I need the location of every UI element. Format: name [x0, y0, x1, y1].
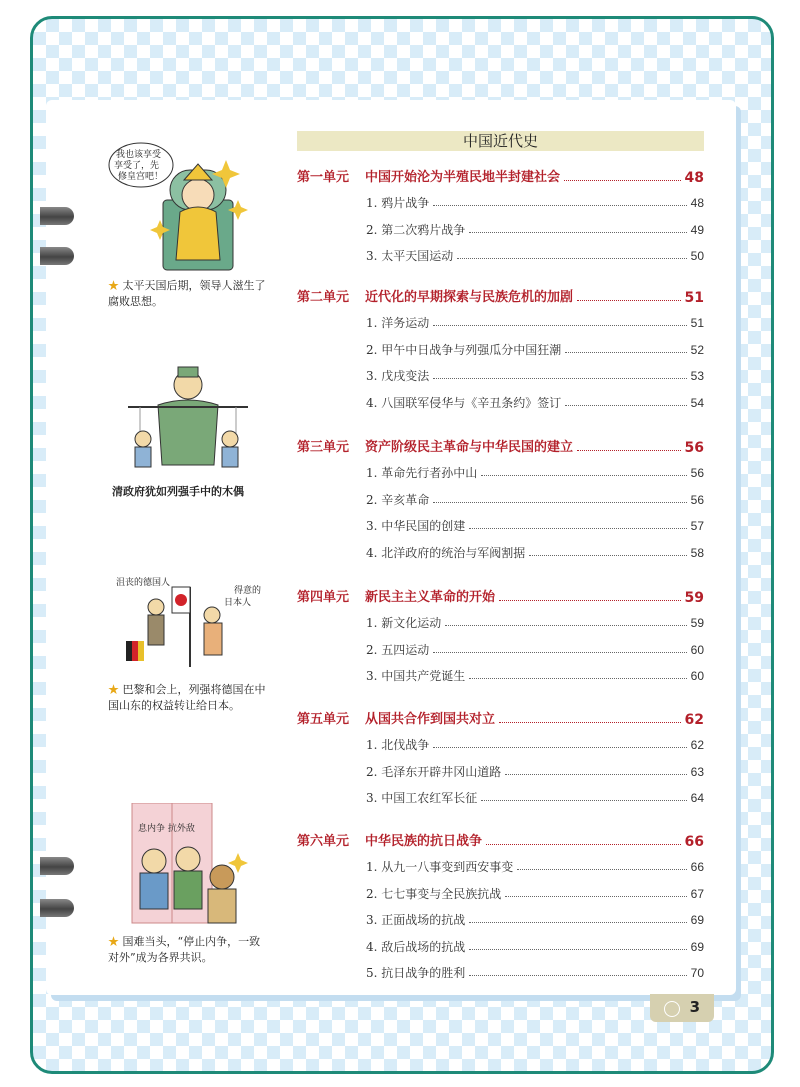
lesson-title: 3. 太平天国运动 [366, 249, 454, 263]
unit-row[interactable] [297, 710, 704, 730]
lesson-title: 2. 七七事变与全民族抗战 [366, 886, 502, 901]
lesson-title: 2. 辛亥革命 [366, 492, 430, 507]
dot-leader [529, 543, 686, 556]
illustration-united-front [112, 803, 268, 928]
dot-leader [469, 937, 686, 950]
unit-label: 第二单元 [297, 290, 350, 305]
lesson-title: 1. 北伐战争 [366, 738, 430, 752]
dot-leader [499, 710, 681, 723]
unit-page-number: 62 [684, 712, 704, 728]
unit-page-number: 48 [684, 170, 704, 186]
lesson-row[interactable] [366, 193, 704, 213]
unit-page-number: 56 [684, 440, 704, 456]
unit-label: 第一单元 [297, 170, 350, 185]
svg-text:修皇宫吧！: 修皇宫吧！ [118, 172, 164, 182]
unit-row[interactable] [297, 168, 704, 188]
dot-leader [433, 640, 686, 653]
lesson-row[interactable] [366, 246, 704, 266]
lesson-page-number: 69 [690, 913, 704, 927]
dot-leader [469, 910, 686, 923]
dot-leader [433, 735, 686, 748]
svg-text:沮丧的德国人: 沮丧的德国人 [116, 578, 171, 588]
lesson-page-number: 58 [690, 545, 704, 560]
lesson-row[interactable] [366, 640, 704, 660]
dot-leader [445, 613, 686, 626]
unit-title: 中华民族的抗日战争 [365, 834, 483, 849]
lesson-page-number: 50 [690, 249, 704, 263]
dot-leader [469, 220, 686, 233]
lesson-page-number: 51 [690, 316, 704, 330]
lesson-page-number: 53 [690, 369, 704, 383]
lesson-page-number: 56 [690, 466, 704, 480]
lesson-title: 1. 革命先行者孙中山 [366, 466, 478, 480]
svg-text:享受了，先: 享受了，先 [114, 161, 160, 171]
lesson-title: 2. 五四运动 [366, 642, 430, 657]
lesson-title: 2. 第二次鸦片战争 [366, 222, 466, 237]
lesson-page-number: 69 [690, 939, 704, 954]
lesson-title: 3. 中国共产党诞生 [366, 669, 466, 683]
unit-page-number: 59 [684, 590, 704, 606]
lesson-row[interactable] [366, 366, 704, 386]
dot-leader [469, 666, 686, 679]
section-title: 中国近代史 [297, 131, 704, 151]
lesson-row[interactable] [366, 884, 704, 904]
dot-leader [481, 463, 686, 476]
binder-ring [40, 899, 74, 917]
page-number: 3 [689, 998, 700, 1016]
unit-row[interactable] [297, 832, 704, 852]
lesson-row[interactable] [366, 393, 704, 413]
unit-row[interactable] [297, 438, 704, 458]
lesson-page-number: 49 [690, 222, 704, 237]
lesson-row[interactable] [366, 788, 704, 808]
dot-leader [565, 393, 686, 406]
dot-leader [469, 963, 686, 976]
unit-title: 中国开始沦为半殖民地半封建社会 [365, 170, 561, 185]
caption-ill4: ★ 国难当头，“停止内争，一致对外”成为各界共识。 [108, 935, 261, 964]
dot-leader [577, 288, 681, 301]
dot-leader [433, 313, 686, 326]
dot-leader [457, 246, 686, 259]
lesson-row[interactable] [366, 910, 704, 930]
binder-ring [40, 247, 74, 265]
lesson-row[interactable] [366, 937, 704, 957]
lesson-row[interactable] [366, 762, 704, 782]
lesson-row[interactable] [366, 463, 704, 483]
unit-row[interactable] [297, 288, 704, 308]
unit-page-number: 51 [684, 290, 704, 306]
unit-label: 第五单元 [297, 712, 350, 727]
illustration-emperor [108, 140, 268, 275]
illustration-paris-conference [112, 575, 268, 675]
caption-ill2: 清政府犹如列强手中的木偶 [112, 485, 244, 498]
lesson-row[interactable] [366, 340, 704, 360]
lesson-page-number: 54 [690, 395, 704, 410]
smiley-icon [664, 1001, 680, 1017]
lesson-page-number: 59 [690, 616, 704, 630]
lesson-row[interactable] [366, 666, 704, 686]
lesson-title: 4. 北洋政府的统治与军阀割据 [366, 545, 526, 560]
lesson-title: 2. 毛泽东开辟井冈山道路 [366, 764, 502, 779]
unit-label: 第三单元 [297, 440, 350, 455]
lesson-page-number: 60 [690, 669, 704, 683]
lesson-page-number: 63 [690, 764, 704, 779]
unit-label: 第四单元 [297, 590, 350, 605]
lesson-row[interactable] [366, 735, 704, 755]
dot-leader [481, 788, 686, 801]
lesson-page-number: 66 [690, 860, 704, 874]
lesson-title: 2. 甲午中日战争与列强瓜分中国狂潮 [366, 342, 562, 357]
unit-title: 从国共合作到国共对立 [365, 712, 496, 727]
lesson-page-number: 48 [690, 196, 704, 210]
binder-ring [40, 857, 74, 875]
lesson-title: 3. 戊戌变法 [366, 369, 430, 383]
dot-leader [486, 832, 681, 845]
svg-text:我也该享受: 我也该享受 [116, 150, 162, 160]
lesson-title: 1. 洋务运动 [366, 316, 430, 330]
svg-text:息内争 抗外敌: 息内争 抗外敌 [138, 824, 195, 834]
lesson-row[interactable] [366, 613, 704, 633]
dot-leader [505, 762, 686, 775]
lesson-page-number: 64 [690, 791, 704, 805]
lesson-row[interactable] [366, 857, 704, 877]
lesson-page-number: 57 [690, 519, 704, 533]
dot-leader [577, 438, 681, 451]
lesson-title: 5. 抗日战争的胜利 [366, 966, 466, 980]
lesson-page-number: 62 [690, 738, 704, 752]
svg-text:得意的: 得意的 [234, 586, 262, 596]
lesson-page-number: 56 [690, 492, 704, 507]
unit-title: 新民主主义革命的开始 [365, 590, 496, 605]
unit-title: 资产阶级民主革命与中华民国的建立 [365, 440, 574, 455]
unit-label: 第六单元 [297, 834, 350, 849]
caption-ill1: ★ 太平天国后期，领导人滋生了腐败思想。 [108, 279, 266, 308]
lesson-row[interactable] [366, 516, 704, 536]
unit-page-number: 66 [684, 834, 704, 850]
lesson-row[interactable] [366, 220, 704, 240]
unit-row[interactable] [297, 588, 704, 608]
lesson-title: 4. 敌后战场的抗战 [366, 939, 466, 954]
binder-ring [40, 207, 74, 225]
lesson-title: 1. 鸦片战争 [366, 196, 430, 210]
page-number-tab [650, 994, 714, 1022]
lesson-title: 4. 八国联军侵华与《辛丑条约》签订 [366, 395, 562, 410]
lesson-row[interactable] [366, 313, 704, 333]
lesson-row[interactable] [366, 543, 704, 563]
lesson-title: 3. 中华民国的创建 [366, 519, 466, 533]
svg-text:日本人: 日本人 [224, 598, 252, 608]
lesson-page-number: 70 [690, 966, 704, 980]
dot-leader [433, 366, 686, 379]
lesson-row[interactable] [366, 490, 704, 510]
lesson-row[interactable] [366, 963, 704, 983]
lesson-page-number: 67 [690, 886, 704, 901]
caption-ill3: ★ 巴黎和会上，列强将德国在中国山东的权益转让给日本。 [108, 683, 266, 712]
dot-leader [469, 516, 686, 529]
dot-leader [565, 340, 686, 353]
dot-leader [517, 857, 686, 870]
lesson-title: 1. 新文化运动 [366, 616, 442, 630]
lesson-title: 3. 正面战场的抗战 [366, 913, 466, 927]
lesson-title: 1. 从九一八事变到西安事变 [366, 860, 514, 874]
lesson-title: 3. 中国工农红军长征 [366, 791, 478, 805]
dot-leader [564, 168, 681, 181]
lesson-page-number: 52 [690, 342, 704, 357]
dot-leader [499, 588, 681, 601]
unit-title: 近代化的早期探索与民族危机的加剧 [365, 290, 574, 305]
dot-leader [433, 193, 686, 206]
lesson-page-number: 60 [690, 642, 704, 657]
dot-leader [433, 490, 686, 503]
illustration-puppet [118, 365, 258, 475]
dot-leader [505, 884, 686, 897]
